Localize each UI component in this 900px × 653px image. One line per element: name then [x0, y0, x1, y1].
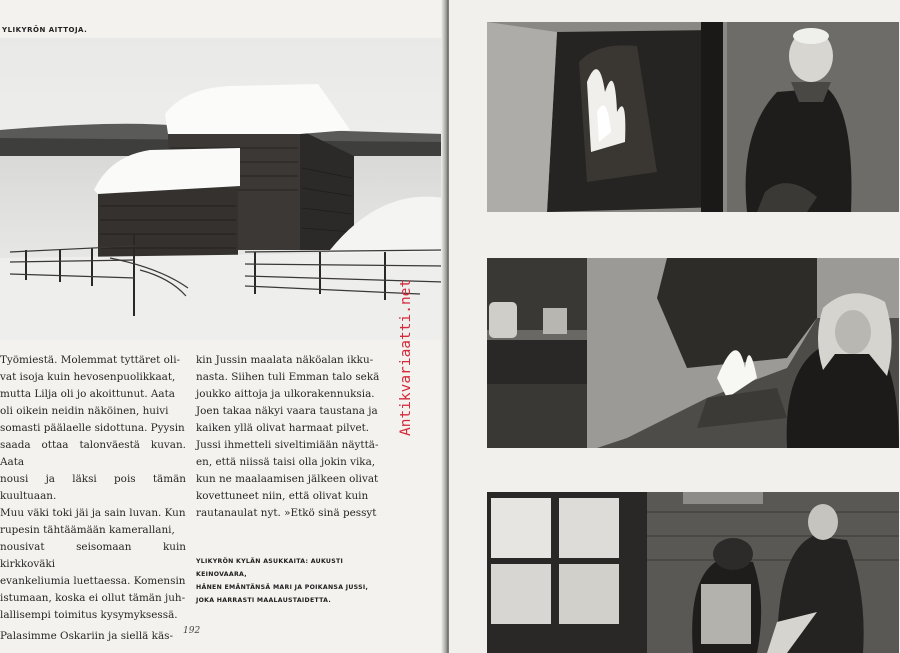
text-line: rupesin tähtäämään kamerallani,	[0, 524, 175, 536]
text-line: mutta Lilja oli jo akoittunut. Aata	[0, 388, 175, 400]
text-line: Muu väki toki jäi ja sain luvan. Kun	[0, 507, 186, 519]
watermark-text: Antikvariaatti.net	[398, 278, 414, 436]
body-text-left	[0, 352, 186, 645]
text-line: istumaan, koska ei ollut tämän juh-	[0, 592, 186, 604]
text-line: Palasimme Oskariin ja siellä käs-	[0, 630, 174, 642]
text-line: Jussi ihmetteli siveltimiään näyttä-	[196, 439, 379, 451]
text-line: nasta. Siihen tuli Emman talo sekä	[196, 371, 380, 383]
caption-line: JOKA HARRASTI MAALAUSTAIDETTA.	[196, 597, 332, 604]
text-line: saada ottaa talonväestä kuvan. Aata	[0, 439, 186, 468]
fireplace-man-photo	[487, 22, 899, 212]
text-line: oli oikein neidin näköinen, huivi	[0, 405, 169, 417]
text-line: kin Jussin maalata näköalan ikku-	[196, 354, 374, 366]
text-line: nousi ja läksi pois tämän kuultuaan.	[0, 473, 186, 502]
text-line: kun ne maalaamisen jälkeen olivat	[196, 473, 379, 485]
text-line: kovettuneet niin, että olivat kuin	[196, 490, 369, 502]
text-line: en, että niissä taisi olla jokin vika,	[196, 456, 376, 468]
text-line: Joen takaa näkyi vaara taustana ja	[196, 405, 378, 417]
photo-caption	[196, 555, 376, 607]
page-number: 192	[183, 626, 201, 636]
caption-line: HÄNEN EMÄNTÄNSÄ MARI JA POIKANSA JUSSI,	[196, 584, 369, 591]
text-line: somasti päälaelle sidottuna. Pyysin	[0, 422, 185, 434]
watermark-stamp	[392, 250, 418, 440]
text-line: joukko aittoja ja ulkorakennuksia.	[196, 388, 375, 400]
barn-photo	[0, 38, 444, 340]
window-interior-photo	[487, 492, 899, 653]
text-line: rautanaulat nyt. »Etkö sinä pessyt	[196, 507, 377, 519]
left-page	[0, 0, 445, 653]
text-line: nousivat seisomaan kuin kirkkoväki	[0, 541, 186, 570]
running-head: YLIKYRÖN AITTOJA.	[2, 26, 88, 34]
hearth-woman-photo	[487, 258, 899, 448]
text-line: Työmiestä. Molemmat tyttäret oli-	[0, 354, 181, 366]
text-line: evankeliumia luettaessa. Komensin	[0, 575, 186, 587]
caption-line: YLIKYRÖN KYLÄN ASUKKAITA: AUKUSTI KEINOVAARA,	[196, 558, 344, 578]
right-page	[449, 0, 900, 653]
body-text-right	[196, 352, 410, 522]
text-line: lallisempi toimitus kysymyksessä.	[0, 609, 178, 621]
text-line: vat isoja kuin hevosenpuolikkaat,	[0, 371, 176, 383]
text-line: kaiken yllä olivat harmaat pilvet.	[196, 422, 370, 434]
